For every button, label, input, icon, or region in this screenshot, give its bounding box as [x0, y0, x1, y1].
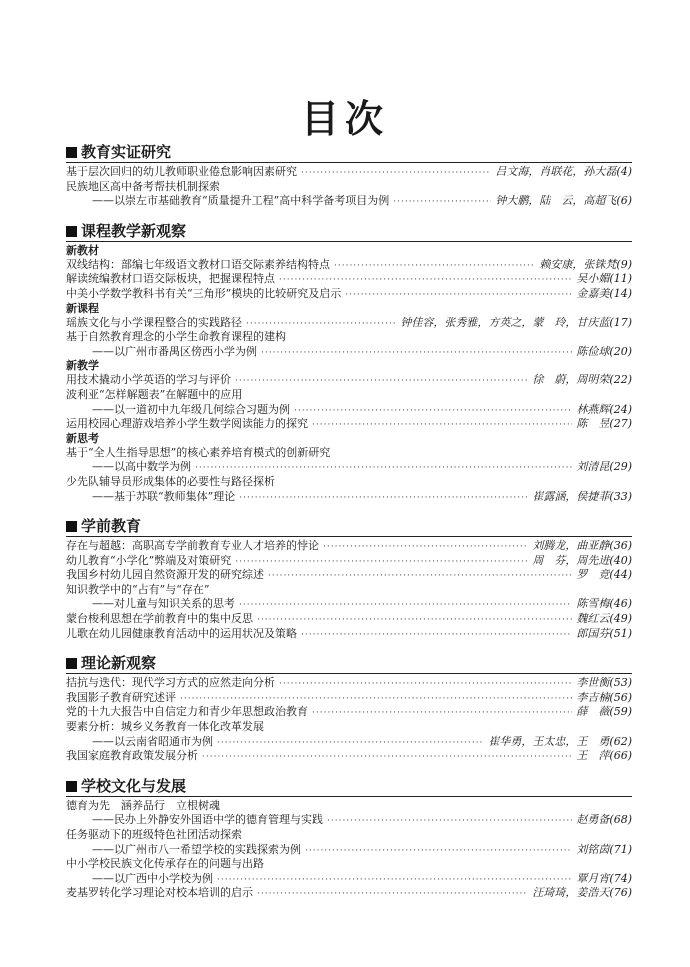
- entry-title: 蒙台梭利思想在学前教育中的集中反思: [66, 612, 253, 626]
- entry-title: 民族地区高中备考帮扶机制探索: [66, 179, 220, 193]
- entry-author-page: 崔露涵，侯捷菲(33): [532, 489, 632, 503]
- entry-author-page: 郎国芬(51): [576, 626, 632, 640]
- toc-entry[interactable]: [66, 180, 632, 195]
- entry-title: 中美小学数学教科书有关“三角形”模块的比较研究及启示: [66, 286, 342, 300]
- dot-leader: [301, 166, 491, 180]
- toc-entry-subtitle[interactable]: [66, 403, 632, 418]
- entry-title: ——以一道初中九年级几何综合习题为例: [92, 402, 290, 416]
- entry-author-page: 吴小媚(11): [576, 272, 632, 286]
- entry-author-page: 赵勇备(68): [576, 813, 632, 827]
- entry-author-page: 陈 昱(27): [576, 417, 632, 431]
- entry-title: ——对儿童与知识关系的思考: [92, 597, 235, 611]
- dot-leader: [239, 598, 572, 612]
- entry-author-page: 李吉楠(56): [576, 690, 632, 704]
- entry-title: 党的十九大报告中自信定力和青少年思想政治教育: [66, 705, 308, 719]
- entry-author-page: 汪琦琦，姜浩天(76): [532, 886, 632, 900]
- entry-title: 要素分析：城乡义务教育一体化改革发展: [66, 720, 264, 734]
- entry-author-page: 薛 薇(59): [576, 705, 632, 719]
- toc-entry-subtitle[interactable]: [66, 460, 632, 475]
- subsection-label: 新思考: [66, 431, 99, 445]
- section-title-text: 学前教育: [81, 517, 142, 536]
- dot-leader: [393, 195, 491, 209]
- toc-entry-subtitle[interactable]: [66, 597, 632, 612]
- entry-title: 拮抗与迭代：现代学习方式的应然走向分析: [66, 676, 275, 690]
- dot-leader: [195, 461, 572, 475]
- dot-leader: [268, 569, 572, 583]
- toc-entry[interactable]: [66, 583, 632, 598]
- entry-title: 幼儿教育“小学化”弊端及对策研究: [66, 553, 232, 567]
- toc-entry[interactable]: [66, 720, 632, 735]
- toc-entry[interactable]: [66, 417, 632, 432]
- dot-leader: [323, 540, 528, 554]
- entry-title: 用技术撬动小学英语的学习与评价: [66, 373, 231, 387]
- dot-leader: [301, 628, 572, 642]
- dot-leader: [279, 273, 572, 287]
- entry-title: ——以广西中小学校为例: [92, 871, 213, 885]
- dot-leader: [279, 677, 572, 691]
- toc-section: [66, 221, 632, 504]
- section-spacer: [66, 504, 632, 516]
- toc-entry[interactable]: [66, 857, 632, 872]
- subsection-label: 新课程: [66, 301, 99, 315]
- entry-title: 儿歌在幼儿园健康教育活动中的运用状况及策略: [66, 626, 297, 640]
- toc-entry[interactable]: [66, 475, 632, 490]
- toc-entry-subtitle[interactable]: [66, 735, 632, 750]
- table-of-contents: [66, 142, 632, 901]
- dot-leader: [327, 814, 572, 828]
- toc-section: [66, 142, 632, 209]
- entry-title: 基于层次回归的幼儿教师职业倦怠影响因素研究: [66, 165, 297, 178]
- section-title: [66, 776, 632, 797]
- dot-leader: [180, 692, 572, 706]
- entry-author-page: 周 芬，周先进(40): [532, 553, 632, 567]
- dot-leader: [217, 873, 572, 887]
- toc-entry[interactable]: [66, 749, 632, 764]
- entry-title: 任务驱动下的班级特色社团活动探索: [66, 828, 242, 841]
- toc-entry[interactable]: [66, 539, 632, 554]
- entry-title: ——以崇左市基础教育“质量提升工程”高中科学备考项目为例: [92, 194, 390, 208]
- entry-title: 我国家庭教育政策发展分析: [66, 749, 198, 763]
- section-title: [66, 653, 632, 674]
- entry-title: 德育为先 涵养品行 立根树魂: [66, 798, 220, 812]
- dot-leader: [312, 706, 572, 720]
- toc-entry-subtitle[interactable]: [66, 843, 632, 858]
- entry-title: ——民办上外静安外国语中学的德育管理与实践: [92, 813, 323, 827]
- entry-title: 瑶族文化与小学课程整合的实践路径: [66, 315, 242, 329]
- dot-leader: [305, 844, 572, 858]
- entry-author-page: 吕文海，肖联花，孙大磊(4): [495, 165, 632, 178]
- toc-section: [66, 653, 632, 764]
- entry-title: 解读统编教材口语交际板块，把握课程特点: [66, 272, 275, 286]
- dot-leader: [246, 317, 396, 331]
- section-spacer: [66, 209, 632, 221]
- toc-entry[interactable]: [66, 316, 632, 331]
- toc-section: [66, 516, 632, 641]
- toc-entry-subtitle[interactable]: [66, 345, 632, 360]
- toc-entry[interactable]: [66, 330, 632, 345]
- section-spacer: [66, 641, 632, 653]
- entry-author-page: 罗 竞(44): [576, 568, 632, 582]
- entry-title: ——以云南省昭通市为例: [92, 734, 213, 748]
- section-title: [66, 221, 632, 242]
- entry-author-page: 王 萍(66): [576, 749, 632, 763]
- toc-entry[interactable]: [66, 258, 632, 273]
- toc-entry[interactable]: [66, 388, 632, 403]
- toc-entry[interactable]: [66, 705, 632, 720]
- entry-author-page: 李世衡(53): [576, 676, 632, 690]
- entry-author-page: 魏红云(49): [576, 612, 632, 626]
- section-title: [66, 142, 632, 163]
- entry-author-page: 刘腾龙，曲亚静(36): [532, 539, 632, 553]
- entry-title: 麦基罗转化学习理论对校本培训的启示: [66, 886, 253, 900]
- section-title: [66, 516, 632, 537]
- entry-author-page: 覃月宵(74): [576, 871, 632, 885]
- entry-title: ——以广州市番禺区傍西小学为例: [92, 344, 257, 358]
- entry-author-page: 陈俭球(20): [576, 344, 632, 358]
- toc-entry[interactable]: [66, 886, 632, 901]
- toc-entry-subtitle[interactable]: [66, 872, 632, 887]
- toc-entry[interactable]: [66, 446, 632, 461]
- subsection-label: 新教学: [66, 359, 99, 373]
- toc-entry[interactable]: [66, 627, 632, 642]
- entry-title: 知识教学中的“占有”与“存在”: [66, 582, 210, 596]
- toc-entry[interactable]: [66, 799, 632, 814]
- dot-leader: [202, 750, 572, 764]
- entry-author-page: 崔华勇，王太忠，王 勇(62): [488, 734, 632, 748]
- entry-title: 基于自然教育理念的小学生命教育课程的建构: [66, 330, 286, 344]
- dot-leader: [235, 374, 528, 388]
- entry-title: 我国影子教育研究述评: [66, 690, 176, 704]
- dot-leader: [217, 736, 484, 750]
- section-title-text: 学校文化与发展: [81, 776, 187, 795]
- toc-entry[interactable]: [66, 676, 632, 691]
- entry-author-page: 林燕辉(24): [576, 402, 632, 416]
- dot-leader: [345, 288, 572, 302]
- entry-title: 基于“全人生指导思想”的核心素养培育模式的创新研究: [66, 445, 331, 459]
- entry-author-page: 赖安康，张铢梵(9): [539, 257, 632, 271]
- toc-entry[interactable]: [66, 691, 632, 706]
- section-spacer: [66, 764, 632, 776]
- toc-entry[interactable]: [66, 373, 632, 388]
- toc-section: [66, 776, 632, 901]
- toc-entry[interactable]: [66, 568, 632, 583]
- toc-entry[interactable]: [66, 828, 632, 843]
- entry-title: 波利亚“怎样解题表”在解题中的应用: [66, 387, 243, 401]
- section-title-text: 理论新观察: [81, 654, 157, 673]
- entry-title: 存在与超越：高职高专学前教育专业人才培养的悖论: [66, 539, 319, 553]
- toc-entry-subtitle[interactable]: [66, 194, 632, 209]
- dot-leader: [294, 404, 572, 418]
- entry-title: ——以高中数学为例: [92, 460, 191, 474]
- entry-title: 我国乡村幼儿园自然资源开发的研究综述: [66, 568, 264, 582]
- entry-author-page: 钟佳容，张秀雅，方英之，蒙 玲，甘庆蓝(17): [400, 315, 632, 329]
- toc-entry[interactable]: [66, 554, 632, 569]
- entry-title: 运用校园心理游戏培养小学生数学阅读能力的探究: [66, 417, 308, 431]
- dot-leader: [257, 613, 572, 627]
- entry-author-page: 金嘉美(14): [576, 286, 632, 300]
- entry-author-page: 徐 蔚，周明荣(22): [532, 373, 632, 387]
- dot-leader: [334, 259, 535, 273]
- dot-leader: [235, 555, 528, 569]
- page-title: 目次: [300, 97, 389, 141]
- dot-leader: [257, 887, 528, 901]
- entry-title: ——以广州市八一希望学校的实践探索为例: [92, 842, 301, 856]
- toc-entry[interactable]: [66, 165, 632, 180]
- dot-leader: [312, 418, 572, 432]
- entry-author-page: 钟大鹏，陆 云，高超飞(6): [495, 194, 632, 208]
- entry-author-page: 刘铭茵(71): [576, 842, 632, 856]
- entry-title: ——基于苏联“教师集体”理论: [92, 489, 236, 503]
- toc-entry-subtitle[interactable]: [66, 490, 632, 505]
- section-title-text: 教育实证研究: [81, 143, 172, 161]
- toc-entry[interactable]: [66, 272, 632, 287]
- entry-author-page: 陈雪梅(46): [576, 597, 632, 611]
- dot-leader: [261, 346, 572, 360]
- toc-entry[interactable]: [66, 612, 632, 627]
- entry-author-page: 刘清昆(29): [576, 460, 632, 474]
- dot-leader: [239, 491, 528, 505]
- entry-title: 少先队辅导员形成集体的必要性与路径探析: [66, 474, 275, 488]
- entry-title: 中小学校民族文化传承存在的问题与出路: [66, 857, 264, 871]
- subsection-label: 新教材: [66, 243, 99, 257]
- toc-entry[interactable]: [66, 287, 632, 302]
- toc-entry-subtitle[interactable]: [66, 813, 632, 828]
- section-title-text: 课程教学新观察: [81, 221, 187, 240]
- entry-title: 双线结构：部编七年级语文教材口语交际素养结构特点: [66, 257, 330, 271]
